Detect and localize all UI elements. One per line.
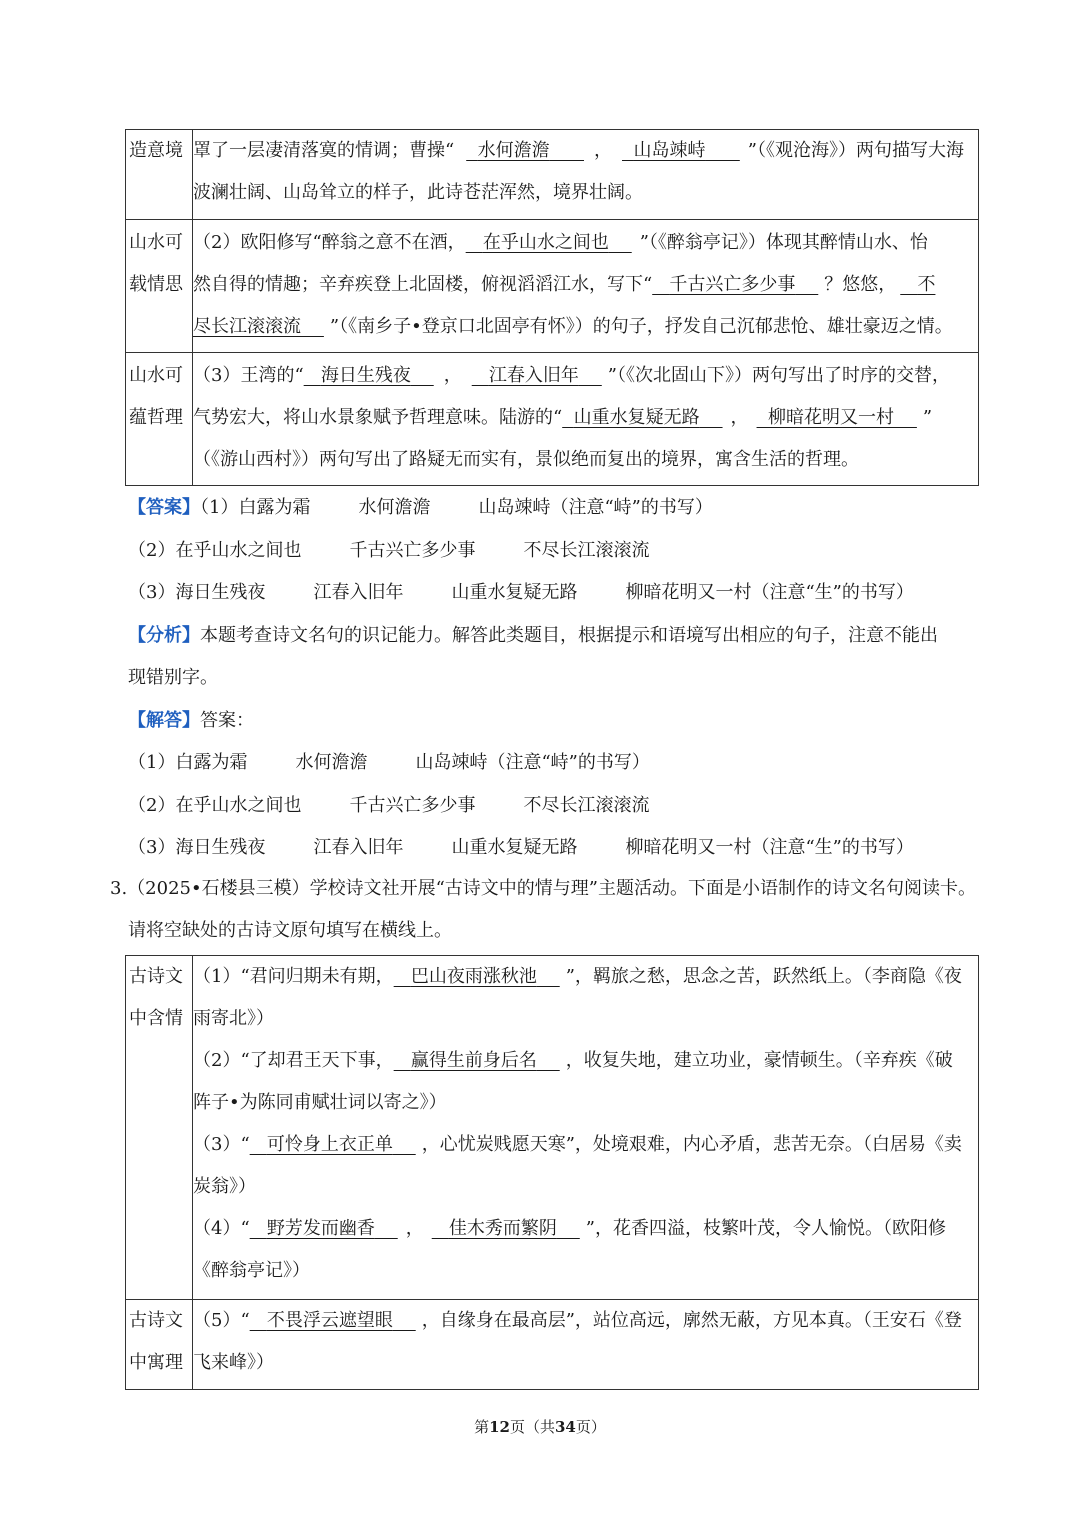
solution-line: （1）白露为霜 水何澹澹 山岛竦峙（注意“峙”的书写） [128,752,650,773]
text-line: 阵子•为陈同甫赋壮词以寄之》） [193,1092,447,1113]
answer-blank: 佳木秀而繁阴 [448,1218,557,1239]
text-line: 波澜壮阔、山岛耸立的样子，此诗苍茫浑然，境界壮阔。 [193,182,643,203]
answer-blank: 巴山夜雨涨秋池 [410,966,537,987]
answer-blank: 海日生残夜 [320,365,411,386]
question-3 [110,868,980,952]
poetry-table-1 [125,129,979,486]
answer-blank: 可怜身上衣正单 [266,1134,393,1155]
answer-blank: 水何澹澹 [477,140,550,161]
answer-blank: 山岛竦峙 [633,140,706,161]
solution-tag: 【解答】 [128,709,200,731]
row-content [193,353,979,486]
text-line: 气势宏大，将山水景象赋予哲理意味。陆游的“ 山重水复疑无路 ， 柳暗花明又一村 ” [193,407,933,428]
text-line: （《游山西村》）两句写出了路疑无而实有，景似绝而复出的境界，寓含生活的哲理。 [193,449,859,470]
text-line: （2）“了却君王天下事， 赢得生前身后名 ，收复失地，建立功业，豪情顿生。（辛弃疾《破 [193,1050,953,1071]
answer-tag: 【答案】 [128,497,200,518]
answer-blank: 不 [917,274,936,295]
row-content [193,1300,979,1390]
question-line: 请将空缺处的古诗文原句填写在横线上。 [128,920,452,941]
text-line: （3）“ 可怜身上衣正单 ，心忧炭贱愿天寒”，处境艰难，内心矛盾，悲苦无奈。（白居易《卖 [193,1134,962,1155]
text-line: （5）“ 不畏浮云遮望眼 ，自缘身在最高层”，站位高远，廓然无蔽，方见本真。（王安石《登 [193,1310,962,1331]
answer-blank: 柳暗花明又一村 [768,407,894,428]
table-row [126,956,979,1300]
page-footer: 第12页（共34页） [474,1418,606,1436]
solution-line: （2）在乎山水之间也 千古兴亡多少事 不尽长江滚滚流 [128,794,650,816]
poetry-table-2 [125,955,979,1390]
answer-blank: 山重水复疑无路 [573,407,700,428]
answer-blank: 赢得生前身后名 [410,1050,537,1071]
row-label: 造意境 [126,130,193,220]
answer-section [128,487,980,870]
table-row [126,353,979,486]
table-row [126,220,979,353]
row-label: 古诗文 中寓理 [126,1300,193,1390]
page-number: 12 [489,1418,510,1436]
text-line: （1）“君问归期未有期， 巴山夜雨涨秋池 ”，羁旅之愁，思念之苦，跃然纸上。（李商隐《夜 [193,966,962,987]
table-row [126,130,979,220]
answer-line: 【答案】（1）白露为霜 水何澹澹 山岛竦峙（注意“峙”的书写） [128,497,713,518]
answer-blank: 不畏浮云遮望眼 [266,1310,393,1331]
analysis-line: 【分析】本题考查诗文名句的识记能力。解答此类题目，根据提示和语境写出相应的句子，注意不能出 [128,624,938,646]
row-label: 山水可 蕴哲理 [126,353,193,486]
answer-blank: 江春入旧年 [488,365,579,386]
answer-blank: 在乎山水之间也 [482,232,609,253]
answer-line: （3）海日生残夜 江春入旧年 山重水复疑无路 柳暗花明又一村（注意“生”的书写） [128,582,914,603]
text-line: （3）王湾的“ 海日生残夜 ， 江春入旧年 ”（《次北固山下》）两句写出了时序的交替， [193,365,950,386]
solution-line: （3）海日生残夜 江春入旧年 山重水复疑无路 柳暗花明又一村（注意“生”的书写） [128,837,914,858]
answer-line: （2）在乎山水之间也 千古兴亡多少事 不尽长江滚滚流 [128,539,650,561]
row-content [193,956,979,1300]
row-content [193,220,979,353]
text-line: （2）欧阳修写“醉翁之意不在酒， 在乎山水之间也 ”（《醉翁亭记》）体现其醉情山水、怡 [193,232,928,253]
text-line: 尽长江滚滚流 ”（《南乡子•登京口北固亭有怀》）的句子，抒发自己沉郁悲怆、雄壮豪迈之情。 [193,316,953,337]
page-total: 34 [555,1418,576,1436]
answer-blank: 野芳发而幽香 [266,1218,375,1239]
analysis-line: 现错别字。 [128,667,218,688]
row-label: 古诗文 中含情 [126,956,193,1300]
text-line: 《醉翁亭记》） [193,1260,310,1281]
row-content [193,130,979,220]
text-line: 然自得的情趣；辛弃疾登上北固楼，俯视滔滔江水，写下“ 千古兴亡多少事 ？悠悠， 不 [193,274,936,295]
text-line: （4）“ 野芳发而幽香 ， 佳木秀而繁阴 ”，花香四溢，枝繁叶茂，令人愉悦。（欧阳修 [193,1218,946,1239]
text-line: 罩了一层凄清落寞的情调；曹操“ 水何澹澹 ， 山岛竦峙 ”（《观沧海》）两句描写大海 [193,140,964,161]
solution-line: 【解答】答案： [128,709,254,731]
row-label: 山水可 载情思 [126,220,193,353]
analysis-tag: 【分析】 [128,624,200,646]
answer-blank: 千古兴亡多少事 [669,274,796,295]
text-line: 雨寄北》） [193,1008,274,1029]
table-row [126,1300,979,1390]
answer-blank: 尽长江滚滚流 [193,316,301,337]
text-line: 炭翁》） [193,1176,256,1197]
text-line: 飞来峰》） [193,1352,274,1373]
question-line: 3.（2025•石楼县三模）学校诗文社开展“古诗文中的情与理”主题活动。下面是小语制作的诗文名句阅读卡。 [110,878,976,899]
